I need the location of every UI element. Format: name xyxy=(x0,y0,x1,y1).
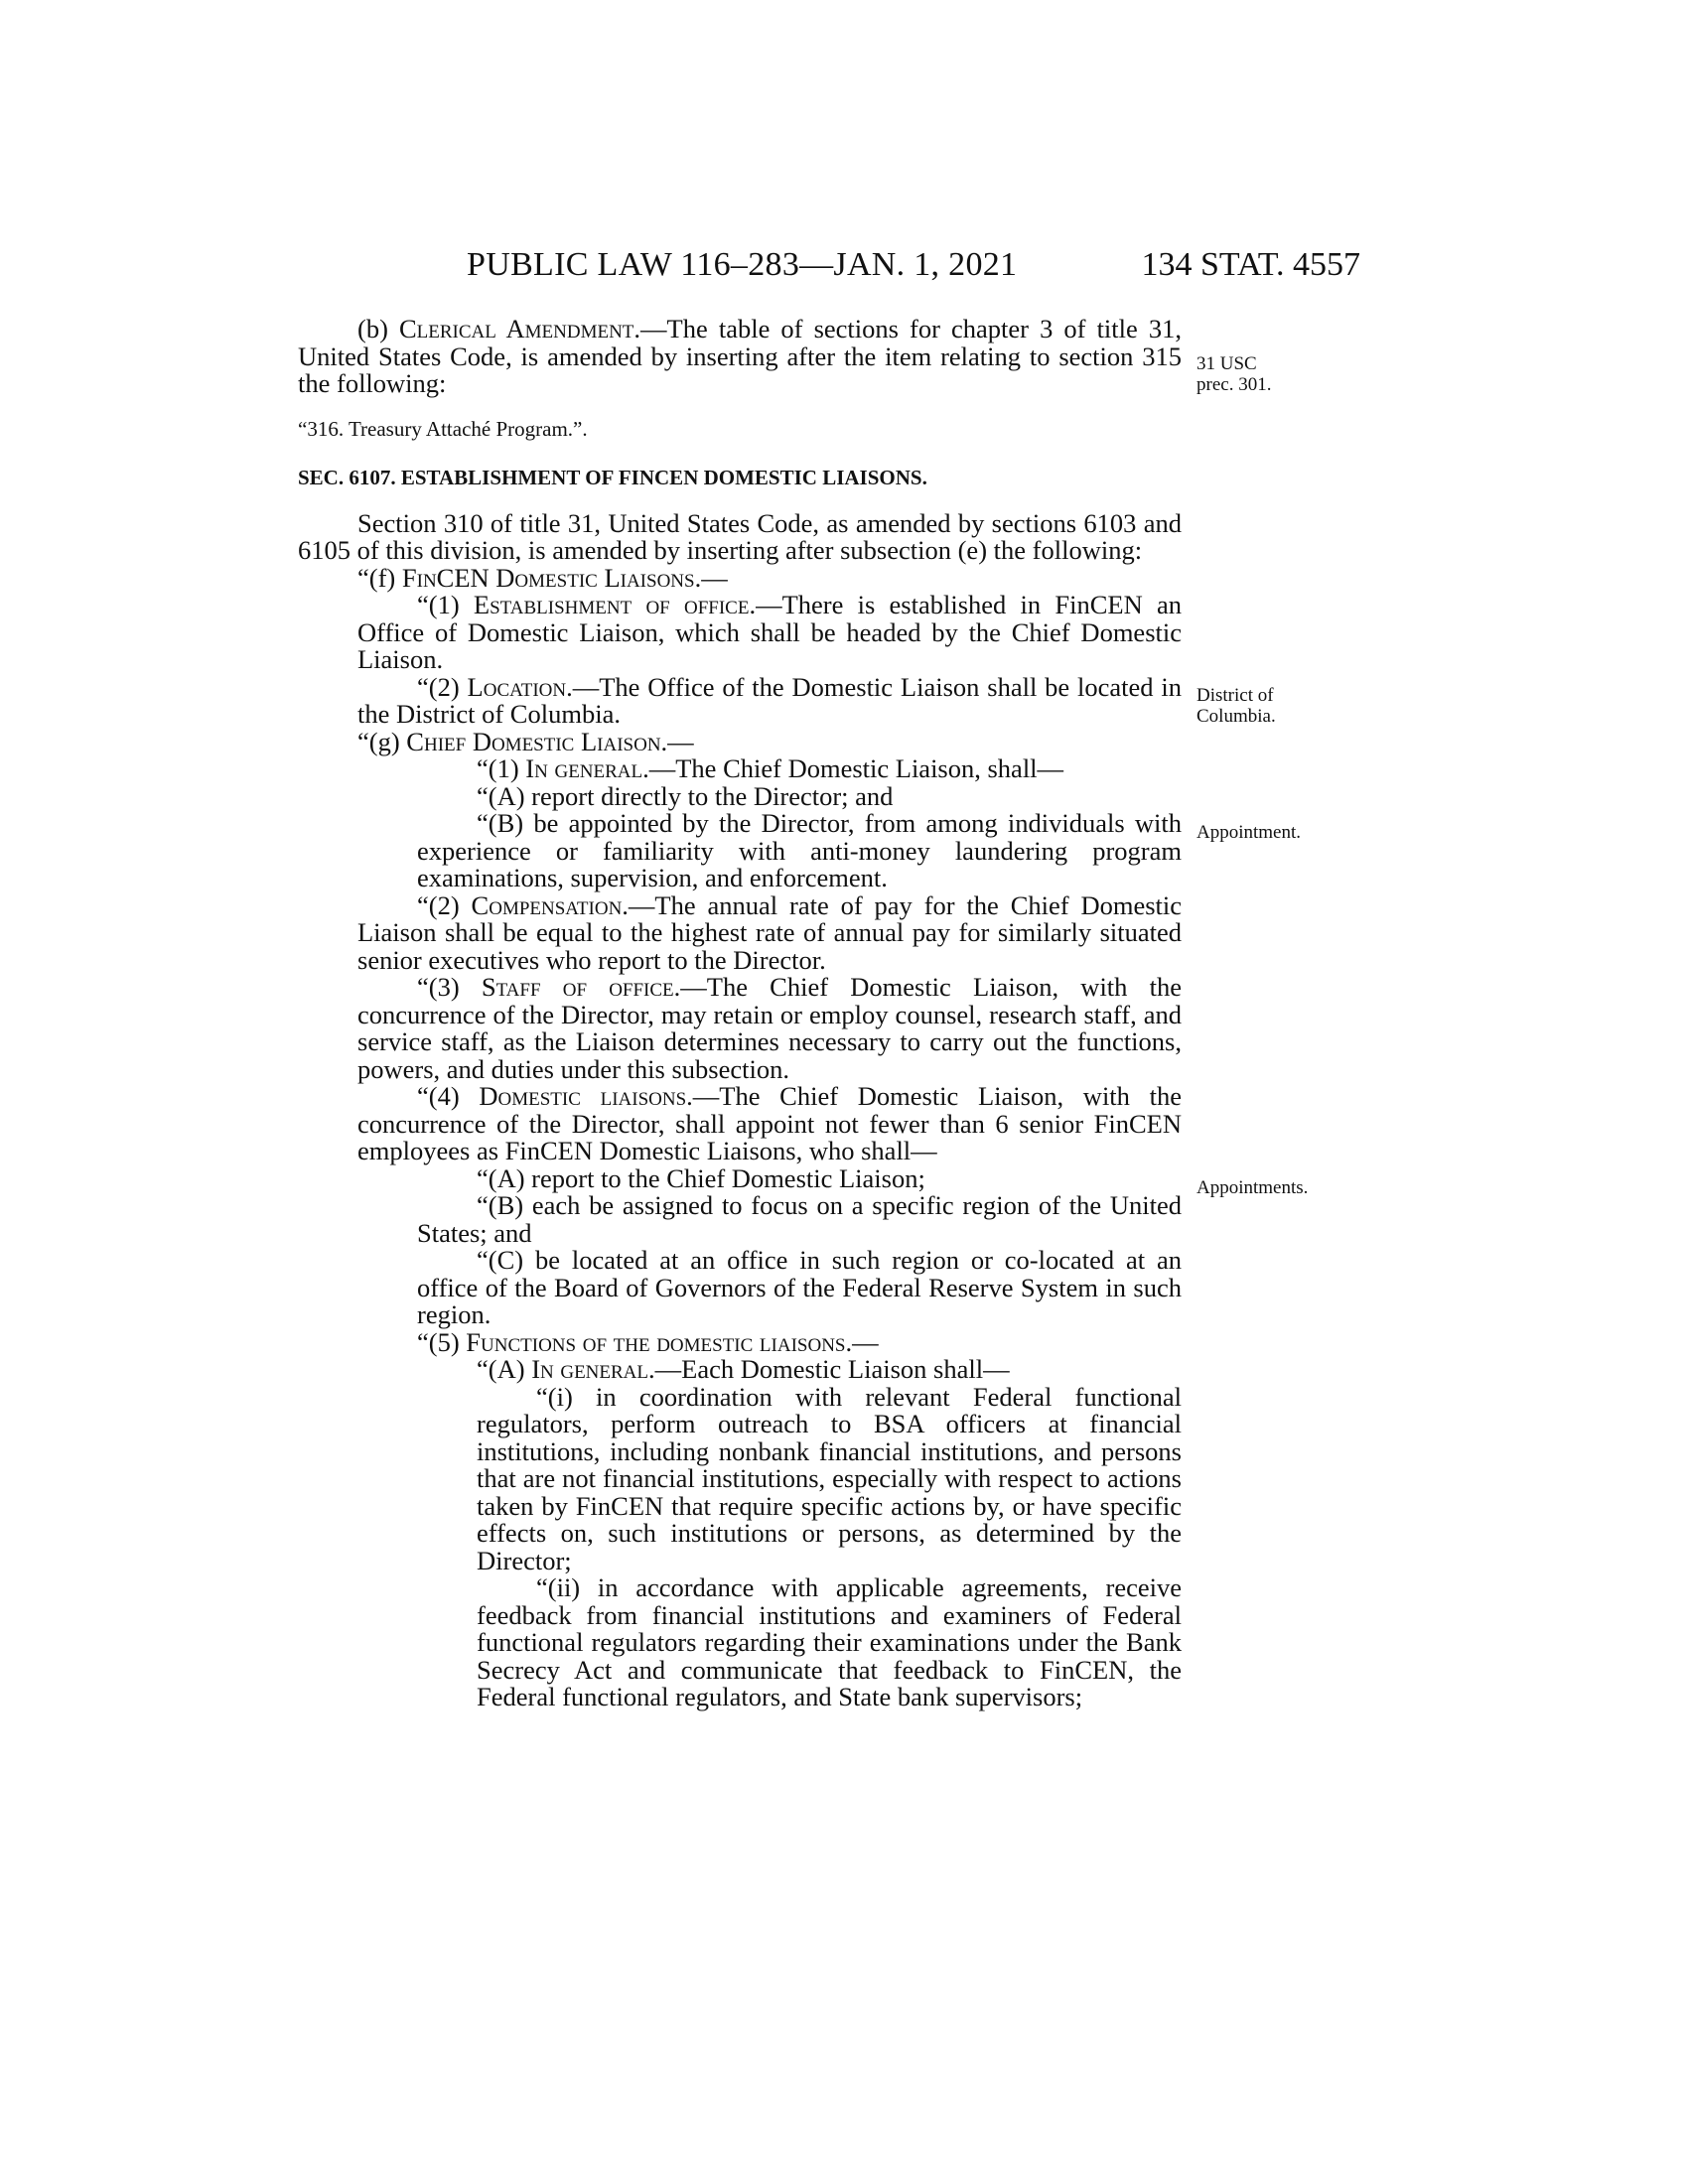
margin-note-usc-line1: 31 USC xyxy=(1196,353,1257,374)
paragraph-b-clerical-amendment: (b) Clerical Amendment.—The table of sections for chapter 3 of title 31, United States Code, is amended by inserting after the item relating to section 315 the following: xyxy=(298,314,1182,398)
paragraph-g4-domestic-liaisons: “(4) Domestic liaisons.—The Chief Domestic Liaison, with the concurrence of the Director, shall appoint not fewer than 6 senior FinCEN employees as FinCEN Domestic Liaisons, who shall— xyxy=(357,1081,1182,1165)
main-text-column xyxy=(298,316,1182,1711)
clause-g1B: “(B) be appointed by the Director, from among individuals with experience or familiarity with anti-money laundering program examinations, supervision, and enforcement. xyxy=(417,808,1182,892)
subsection-g-heading: “(g) Chief Domestic Liaison.— xyxy=(357,726,694,756)
margin-note-appointments: Appointments. xyxy=(1196,1177,1309,1198)
clause-g4A: “(A) report to the Chief Domestic Liaison; xyxy=(477,1162,925,1193)
paragraph-g2-compensation: “(2) Compensation.—The annual rate of pay for the Chief Domestic Liaison shall be equal to the highest rate of annual pay for similarly situated senior executives who report to the Director. xyxy=(357,889,1183,975)
clause-g1A: “(A) report directly to the Director; and xyxy=(477,780,894,811)
subsection-f-heading: “(f) FinCEN Domestic Liaisons.— xyxy=(357,562,728,593)
paragraph-g5-functions: “(5) Functions of the domestic liaisons.— xyxy=(417,1326,879,1357)
margin-note-usc-line2: prec. 301. xyxy=(1196,374,1272,395)
clause-g4B: “(B) each be assigned to focus on a specific region of the United States; and xyxy=(417,1190,1182,1248)
clause-g5A-ii: “(ii) in accordance with applicable agreements, receive feedback from financial institutions and examiners of Federal functional regulators regarding their examinations under the Bank Secrecy Act and communicate that feedback to FinCEN, the Federal functional regulators, and State bank supervisors; xyxy=(477,1572,1182,1711)
clause-g4C: “(C) be located at an office in such region or co-located at an office of the Board of Governors of the Federal Reserve System in such region. xyxy=(417,1245,1182,1329)
paragraph-f2-location: “(2) Location.—The Office of the Domestic Liaison shall be located in the District of Columbia. xyxy=(357,671,1183,729)
paragraph-intro: Section 310 of title 31, United States Code, as amended by sections 6103 and 6105 of this division, is amended by inserting after subsection (e) the following: xyxy=(298,507,1182,565)
running-header-title: PUBLIC LAW 116–283—JAN. 1, 2021 xyxy=(467,246,1018,283)
margin-note-appointment: Appointment. xyxy=(1196,822,1302,843)
paragraph-g1-in-general: “(1) In general.—The Chief Domestic Liaison, shall— xyxy=(477,753,1064,783)
section-heading-6107: SEC. 6107. ESTABLISHMENT OF FINCEN DOMESTIC LIAISONS. xyxy=(298,466,927,489)
clause-g5A-i: “(i) in coordination with relevant Federal functional regulators, perform outreach to BSA officers at financial institutions, including nonbank financial institutions, and persons that are not financial institutions, especially with respect to actions taken by FinCEN that require specific actions by, or have specific effects on, such institutions or persons, as determined by the Director; xyxy=(477,1381,1182,1575)
margin-note-district-line2: Columbia. xyxy=(1196,706,1276,727)
table-item-316: “316. Treasury Attaché Program.”. xyxy=(298,416,588,441)
clause-g5A-in-general: “(A) In general.—Each Domestic Liaison shall— xyxy=(477,1354,1010,1384)
margin-note-district-line1: District of xyxy=(1196,685,1274,706)
margin-note-district-of-columbia xyxy=(1196,685,1276,727)
running-header-stat-page: 134 STAT. 4557 xyxy=(1141,246,1360,283)
margin-note-31-usc xyxy=(1196,353,1271,395)
paragraph-f1-establishment: “(1) Establishment of office.—There is established in FinCEN an Office of Domestic Liaison, which shall be headed by the Chief Domestic Liaison. xyxy=(357,590,1183,674)
paragraph-g3-staff: “(3) Staff of office.—The Chief Domestic Liaison, with the concurrence of the Director, may retain or employ counsel, research staff, and service staff, as the Liaison determines necessary to carry out the functions, powers, and duties under this subsection. xyxy=(357,972,1182,1084)
